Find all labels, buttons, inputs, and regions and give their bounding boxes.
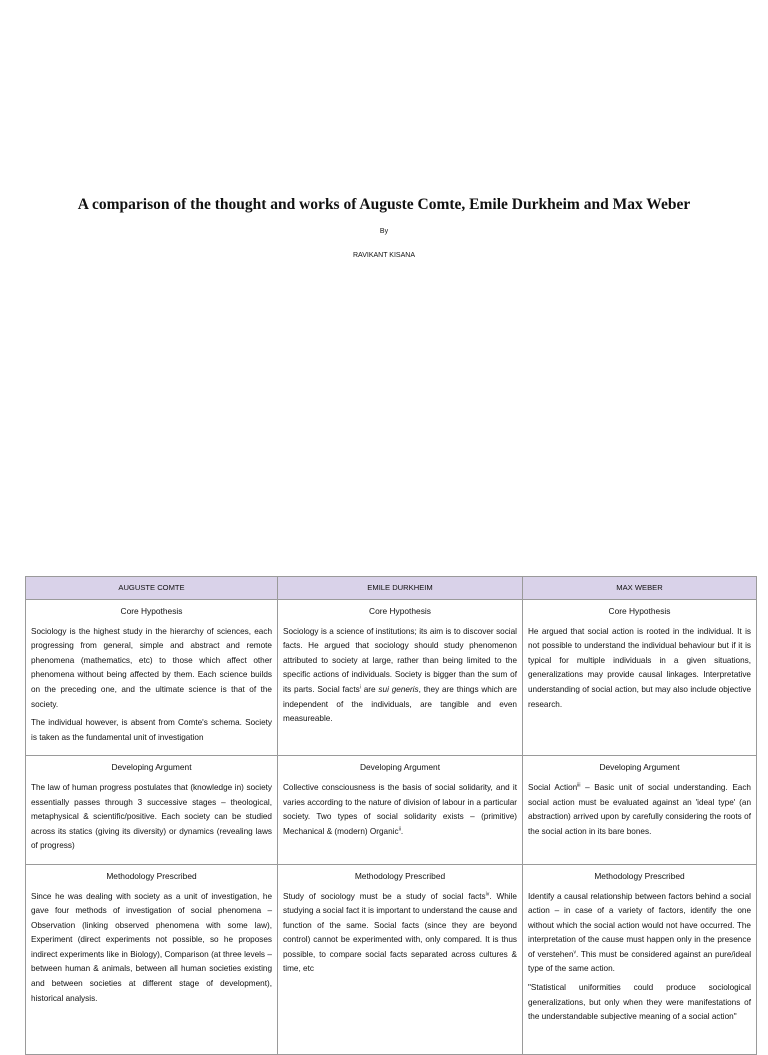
cell-weber-core: [523, 600, 757, 756]
cell-text: Study of sociology must be a study of social facts$^{iv}$. While studying a social fact it is important to understand the cause and function of the same. Social facts (since they are beyond control) cannot be experimented with, only compared. It is thus possible, to compare social facts separated across cultures & time, etc: [283, 890, 517, 974]
cell-durkheim-core: [278, 600, 523, 756]
table-row-core-hypothesis: [26, 600, 757, 756]
cell-text: Identify a causal relationship between factors behind a social action – in case of a variety of factors, identify the one without which the social action would not have occurred. The interpretation of the cause must happen only in the presence of verstehen$^v$. This must be considered against an pure/ideal type of the same action.: [528, 891, 752, 974]
cell-text: The law of human progress postulates that (knowledge in) society essentially passes through 3 successive stages – theological, metaphysical & scientific/positive. Each society can be studied across its statics (giving its diversity) or dynamics (revealing laws of progress): [31, 782, 272, 851]
cell-text: The individual however, is absent from Comte's schema. Society is taken as the fundamental unit of investigation: [31, 718, 272, 742]
cell-weber-methodology: [523, 864, 757, 1054]
table-header-row: [26, 577, 757, 600]
header-comte: AUGUSTE COMTE: [26, 577, 278, 600]
section-heading: Developing Argument: [599, 762, 680, 773]
cell-text: Since he was dealing with society as a unit of investigation, he gave four methods of investigation of social phenomena – Observation (linking observed phenomena with some law), Experiment (direct experiments not possible, so he proposes indirect experiments like in Biology), Comparison (at three levels – between human & animals, between all human societies existing and between societies at different stage of development), historical analysis.: [31, 891, 272, 1003]
cell-durkheim-methodology: [278, 864, 523, 1054]
footnote-marker: v: [573, 949, 577, 956]
by-line: By: [379, 228, 389, 235]
table-row-developing-argument: [26, 756, 757, 865]
cell-text: Social Action$^{iii}$ – Basic unit of social understanding. Each social action must be evaluated against an 'ideal type' (an abstraction) arrived upon by carefully considering the roots of the social action in its bare bones.: [528, 782, 751, 836]
section-heading: Core Hypothesis: [608, 606, 671, 616]
comparison-table: [25, 576, 757, 1055]
table-row-methodology: [26, 864, 757, 1054]
section-heading: Methodology Prescribed: [354, 870, 446, 881]
footnote-marker: i: [359, 684, 361, 691]
cell-quote: "Statistical uniformities could produce sociological generalizations, but only when they were manifestations of the understandable subjective meaning of a social action": [528, 983, 751, 1022]
cell-durkheim-argument: [278, 756, 523, 865]
cell-text: Collective consciousness is the basis of social solidarity, and it varies according to the nature of division of labour in a particular society. Two types of social solidarity exists – (primitive) Mechanical & (modern) Organic$^{ii}$.: [283, 782, 517, 836]
cell-comte-methodology: [26, 864, 278, 1054]
footnote-marker: iii: [577, 782, 581, 789]
cell-text: He argued that social action is rooted in the individual. It is not possible to understand the individual behaviour but if it is typical for multiple individuals in a given situations, generalizations may provide causal linkages. Interpretative understanding of social action, but may also include objective research.: [528, 626, 751, 709]
cell-comte-core: [26, 600, 278, 756]
section-heading: Core Hypothesis: [120, 606, 183, 616]
section-heading: Core Hypothesis: [369, 606, 431, 616]
header-durkheim: EMILE DURKHEIM: [278, 577, 523, 600]
footnote-marker: ii: [398, 825, 401, 832]
section-heading: Developing Argument: [111, 762, 192, 773]
section-heading: Methodology Prescribed: [594, 870, 685, 881]
cell-text: Sociology is a science of institutions; its aim is to discover social facts. He argued that sociology should study phenomenon attributed to society at large, rather than being limited to the specific actions of individuals. Society is bigger than the sum of its parts. Social facts$^i$ are sui generis, they are things which are independent of the individuals, are tangible and even measureable.: [283, 626, 517, 724]
footnote-marker: iv: [485, 890, 490, 897]
section-heading: Developing Argument: [359, 762, 441, 773]
cell-text: Sociology is the highest study in the hierarchy of sciences, each progressing from general, simple and abstract and remote phenomena (mathematics, etc) to those which affect other phenomena without being affected by them. Each science builds on the preceding one, and the ultimate science is that of the society.: [31, 626, 272, 709]
cell-comte-argument: [26, 756, 278, 865]
document-title: A comparison of the thought and works of Auguste Comte, Emile Durkheim and Max Weber: [77, 196, 691, 213]
header-weber: MAX WEBER: [523, 577, 757, 600]
author-name: RAVIKANT KISANA: [353, 252, 415, 259]
cell-weber-argument: [523, 756, 757, 865]
section-heading: Methodology Prescribed: [106, 870, 197, 881]
